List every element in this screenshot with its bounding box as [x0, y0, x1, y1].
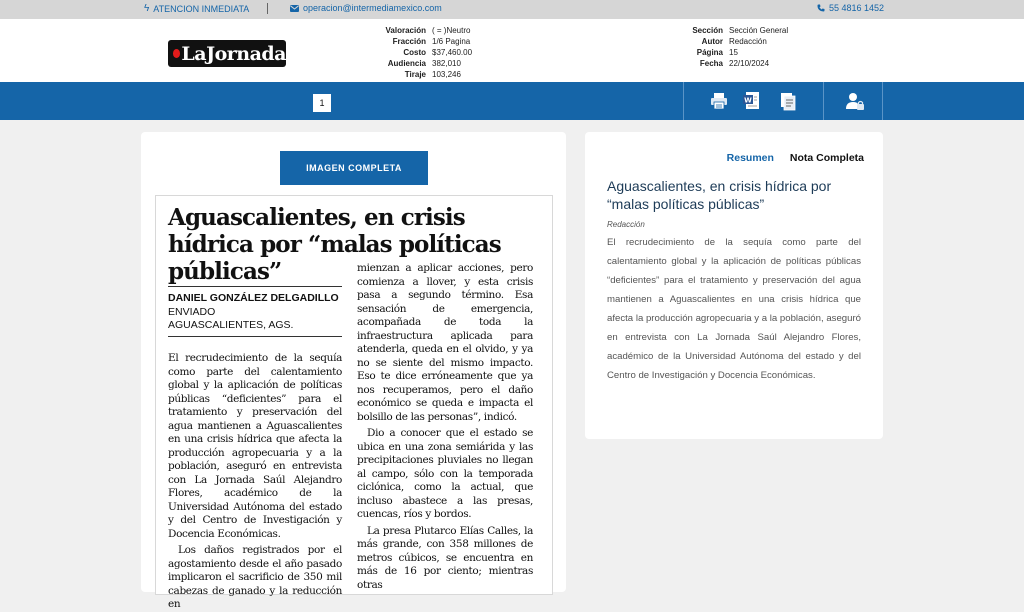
meta-row	[372, 69, 472, 80]
logo-dot-icon	[173, 49, 180, 58]
document-icon[interactable]	[778, 91, 798, 111]
meta-value: $37,460.00	[432, 48, 473, 57]
summary-title: Aguascalientes, en crisis hídrica por “malas políticas públicas”	[607, 178, 832, 212]
user-lock-icon[interactable]	[845, 91, 865, 111]
alert-label: ATENCION INMEDIATA	[153, 3, 250, 14]
toolbar-divider	[882, 82, 883, 120]
meta-value: Sección General	[729, 26, 789, 35]
meta-label: Página	[696, 48, 723, 57]
meta-label: Autor	[701, 37, 723, 46]
meta-row	[372, 36, 472, 47]
meta-label: Valoración	[385, 26, 426, 35]
meta-right	[669, 25, 788, 69]
meta-label: Tiraje	[404, 70, 426, 79]
logo-text: LaJornada	[181, 42, 286, 65]
email-label: operacion@intermediamexico.com	[303, 3, 442, 13]
meta-value: 1/6 Pagina	[432, 37, 471, 46]
clip-paragraph: Los daños registrados por el agostamiento desde el año pasado implicaron el sacrificio de 350 mil cabezas de ganado y la reducción en	[168, 544, 342, 610]
meta-value: 103,246	[432, 70, 461, 79]
meta-left	[372, 25, 472, 80]
clip-paragraph: mienzan a aplicar acciones, pero comienza a llover, y esta crisis pasa a segundo término. Esa sensación de emergencia, acompañada de toda la infraestructura aplicada para atenderla, queda en el olvido, y ya no se siente del mismo impacto. Eso te dice erróneamente que ya nos recuperamos, pero el daño económico se queda e impacta el bolsillo de las personas”, indicó.	[357, 262, 533, 423]
meta-row	[372, 47, 472, 58]
meta-row	[372, 25, 472, 36]
clip-column-1	[168, 352, 342, 612]
meta-value: 22/10/2024	[729, 59, 770, 68]
meta-label: Audiencia	[387, 59, 426, 68]
clip-paragraph: La presa Plutarco Elías Calles, la más grande, con 358 millones de metros cúbicos, se encuentra en más de 16 por ciento; mientras otras	[357, 524, 533, 591]
clip-column-2	[357, 262, 533, 592]
phone-link[interactable]	[817, 3, 884, 13]
header	[0, 19, 1024, 82]
topbar-divider	[267, 3, 268, 14]
meta-value: ( = )Neutro	[432, 26, 471, 35]
meta-value: Redacción	[729, 37, 767, 46]
byline-name: DANIEL GONZÁLEZ DELGADILLO	[168, 292, 339, 304]
summary-body: El recrudecimiento de la sequía como parte del calentamiento global y la aplicación de políticas públicas “deficientes” para el tratamiento y preservación del agua mantienen a Aguascalientes en una crisis hídrica que afecta la producción agropecuaria y a la población, aseguró en entrevista con La Jornada Saúl Alejandro Flores, académico de la Universidad Autónoma del estado y del Centro de Investigación y Docencia Económicas.	[607, 237, 861, 381]
meta-row	[669, 58, 788, 69]
summary-tabs	[727, 152, 864, 164]
toolbar	[0, 82, 1024, 120]
word-document-icon[interactable]	[742, 91, 762, 111]
tab-resumen[interactable]: Resumen	[726, 152, 774, 164]
clip-byline	[168, 286, 342, 337]
meta-label: Sección	[692, 26, 723, 35]
page-number-button[interactable]: 1	[313, 94, 331, 112]
meta-row	[669, 36, 788, 47]
meta-row	[669, 25, 788, 36]
toolbar-divider	[683, 82, 684, 120]
full-image-button[interactable]: IMAGEN COMPLETA	[280, 151, 428, 185]
envelope-icon	[290, 5, 299, 12]
clipping-card	[141, 132, 566, 610]
clip-paragraph: El recrudecimiento de la sequía como parte del calentamiento global y la aplicación de políticas públicas “deficientes” para el tratamiento y preservación del agua mantienen a Aguascalientes en una crisis hídrica que afecta la producción agropecuaria y a la población, aseguró en entrevista con La Jornada Saúl Alejandro Flores, académico de la Universidad Autónoma del estado y del Centro de Investigación y Docencia Económicas.	[168, 352, 342, 540]
meta-value: 15	[729, 48, 738, 57]
summary-card	[585, 132, 883, 439]
tab-nota-completa[interactable]: Nota Completa	[789, 152, 864, 164]
printer-icon[interactable]	[709, 91, 729, 111]
meta-label: Fracción	[392, 37, 426, 46]
bolt-icon: ϟ	[144, 3, 150, 14]
svg-text:W: W	[744, 96, 752, 105]
alert-link[interactable]	[144, 3, 249, 14]
newspaper-clipping	[155, 195, 553, 610]
phone-icon	[817, 4, 825, 12]
clip-paragraph: Dio a conocer que el estado se ubica en una zona semiárida y las precipitaciones pluviales no llegan al campo, sólo con la temporada ciclónica, como la actual, que incluso abastece a las presas, cuencas, ríos y bordos.	[357, 427, 533, 520]
meta-label: Fecha	[699, 59, 723, 68]
byline-role: ENVIADO	[168, 305, 216, 318]
meta-value: 382,010	[432, 59, 461, 68]
email-link[interactable]	[290, 3, 442, 13]
meta-row	[372, 58, 472, 69]
la-jornada-logo	[168, 40, 286, 67]
meta-row	[669, 47, 788, 58]
top-contact-bar	[0, 0, 1024, 19]
clip-headline: Aguascalientes, en crisis hídrica por “malas políticas públicas”	[168, 204, 501, 285]
byline-place: AGUASCALIENTES, AGS.	[168, 319, 342, 337]
toolbar-divider	[823, 82, 824, 120]
meta-label: Costo	[403, 48, 426, 57]
summary-author: Redacción	[607, 220, 645, 229]
phone-label: 55 4816 1452	[829, 3, 885, 13]
